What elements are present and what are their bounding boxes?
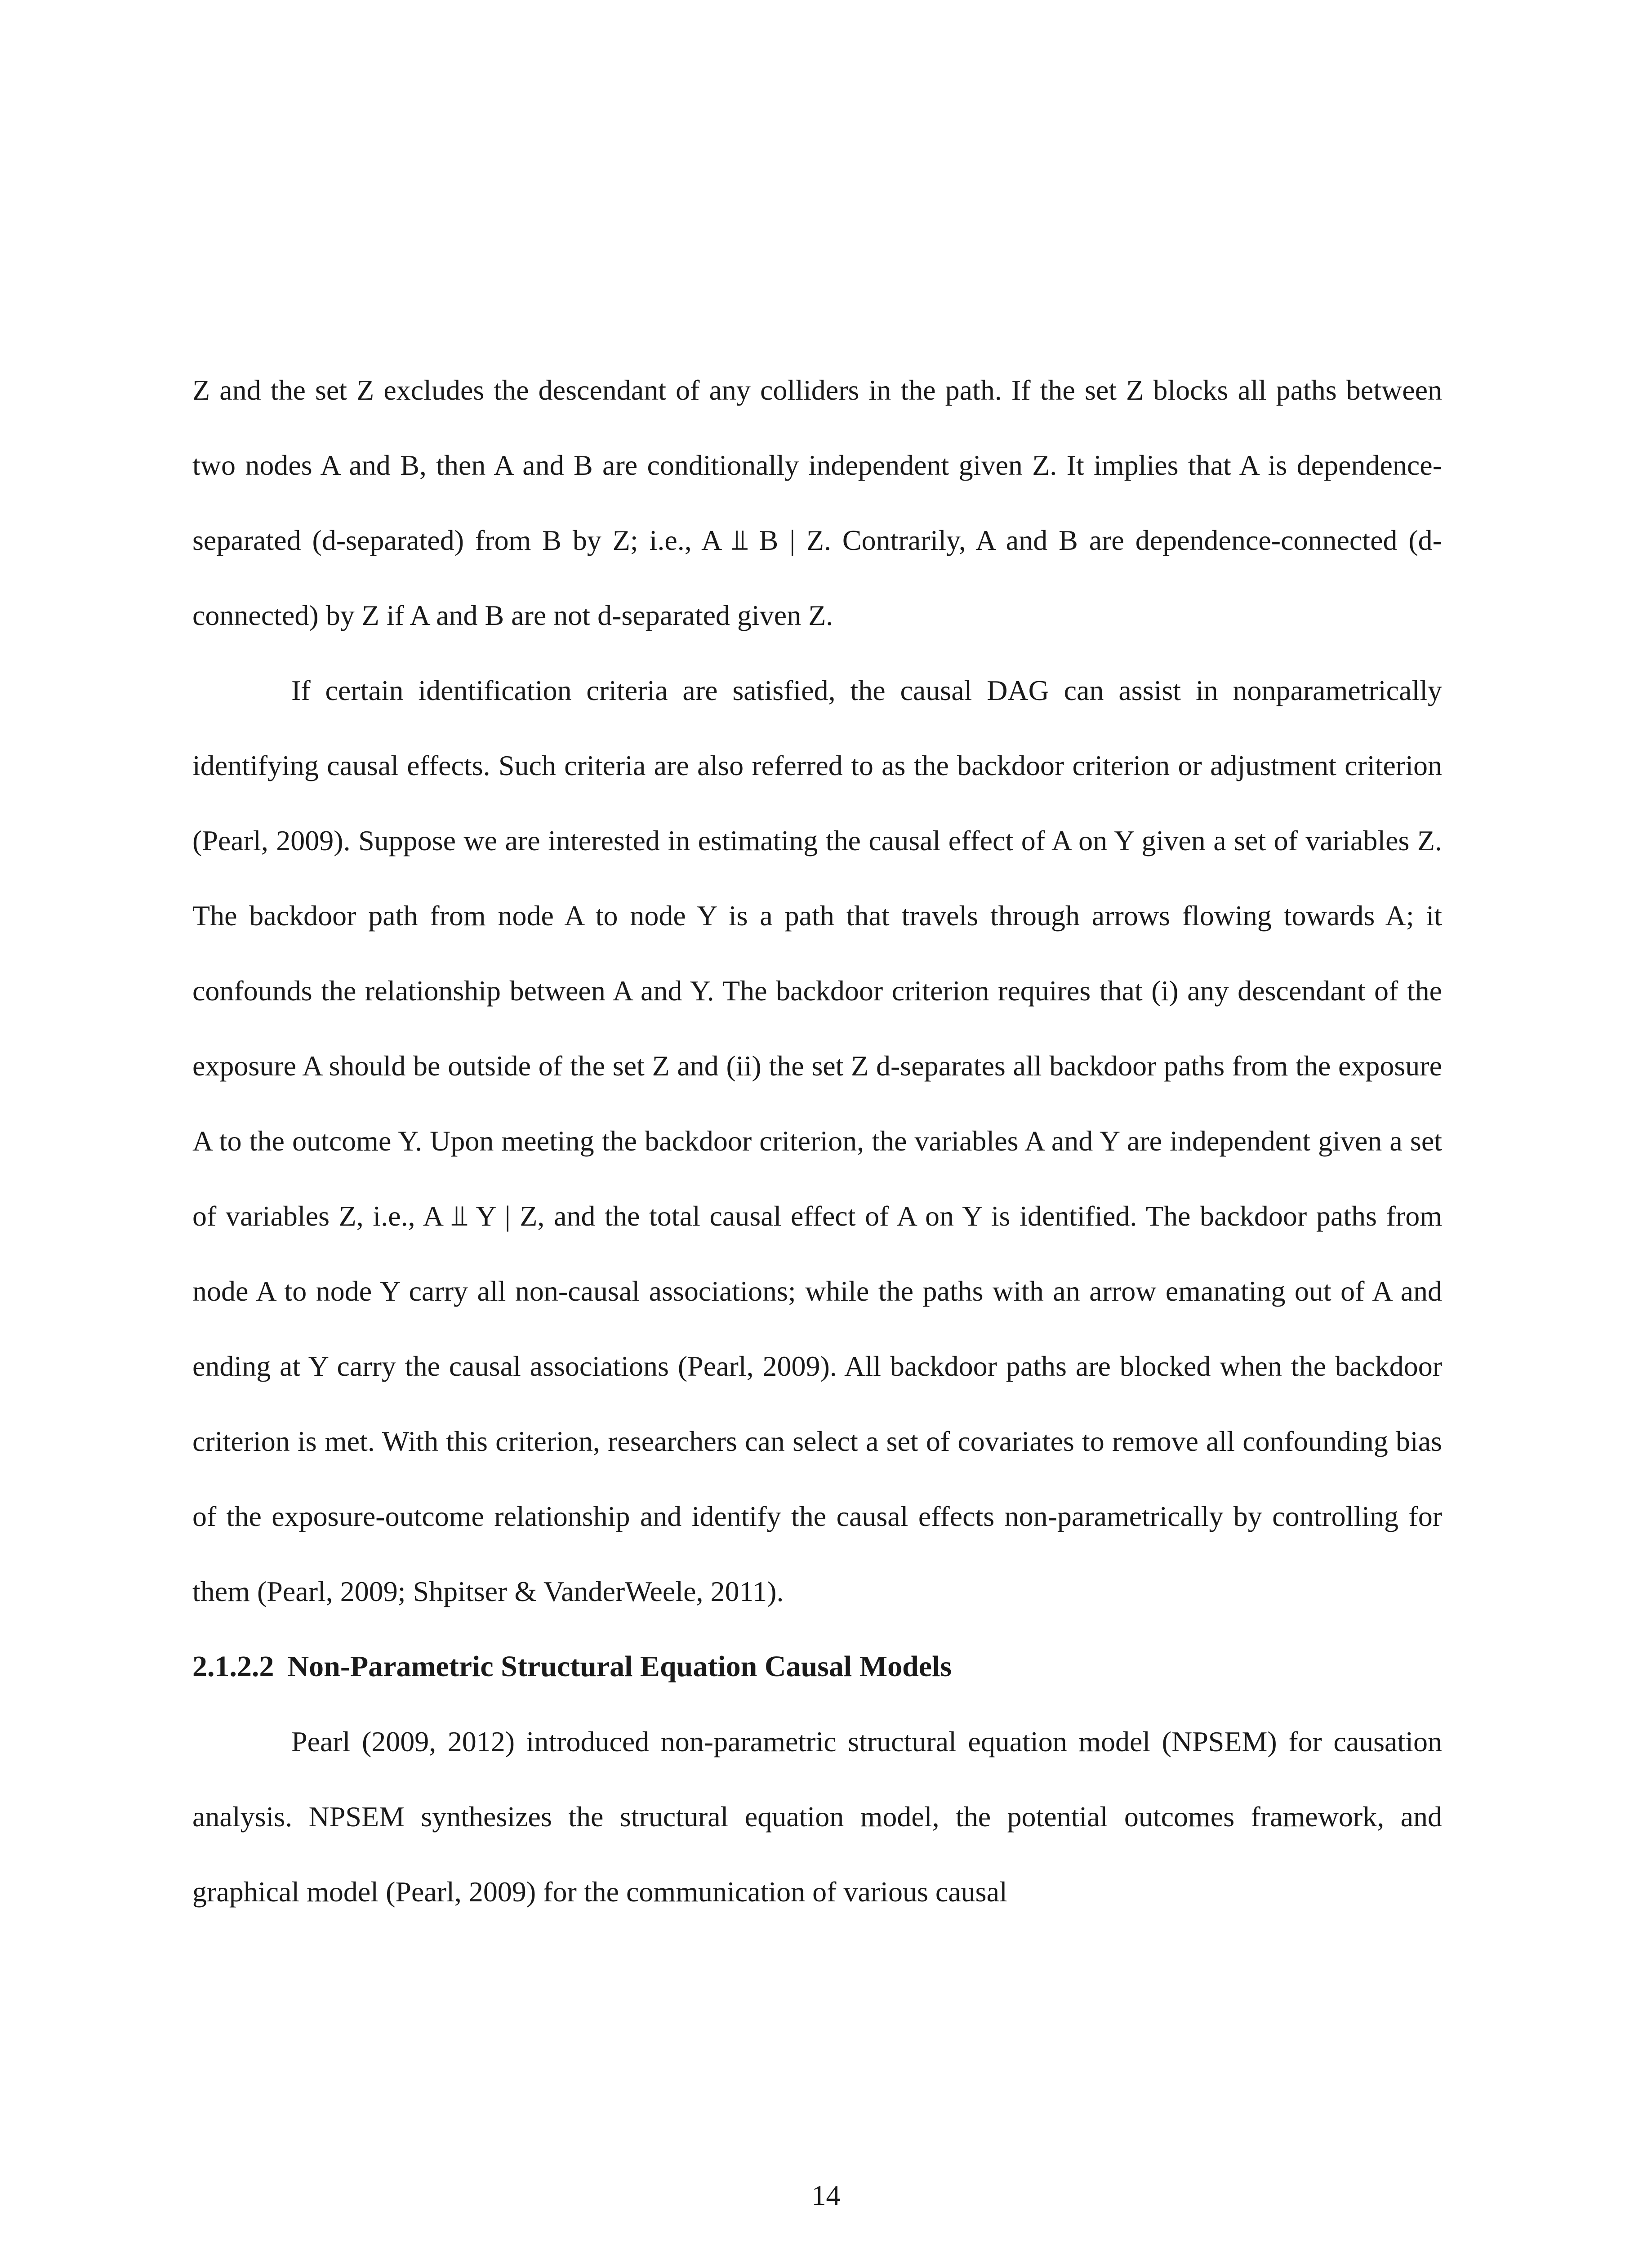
paragraph-backdoor-criterion: If certain identification criteria are satisfied, the causal DAG can assist in nonparametrically identifying causal effects. Such criteria are also referred to as the backdoor criterion or adjustment criterion (Pearl, 2009). Suppose we are interested in estimating the causal effect of A on Y given a set of variables Z. The backdoor path from node A to node Y is a path that travels through arrows flowing towards A; it confounds the relationship between A and Y. The backdoor criterion requires that (i) any descendant of the exposure A should be outside of the set Z and (ii) the set Z d-separates all backdoor paths from the exposure A to the outcome Y. Upon meeting the backdoor criterion, the variables A and Y are independent given a set of variables Z, i.e., A ⫫ Y | Z, and the total causal effect of A on Y is identified. The backdoor paths from node A to node Y carry all non-causal associations; while the paths with an arrow emanating out of A and ending at Y carry the causal associations (Pearl, 2009). All backdoor paths are blocked when the backdoor criterion is met. With this criterion, researchers can select a set of covariates to remove all confounding bias of the exposure-outcome relationship and identify the causal effects non-parametrically by controlling for them (Pearl, 2009; Shpitser & VanderWeele, 2011). [192, 674, 1442, 1607]
page-number: 14 [811, 2179, 841, 2211]
body-text [192, 352, 1442, 1929]
section-number: 2.1.2.2 [192, 1650, 274, 1683]
section-title: Non-Parametric Structural Equation Causal Models [287, 1650, 952, 1683]
paragraph-npsem: Pearl (2009, 2012) introduced non-parametric structural equation model (NPSEM) for causation analysis. NPSEM synthesizes the structural equation model, the potential outcomes framework, and graphical model (Pearl, 2009) for the communication of various causal [192, 1726, 1442, 1908]
paragraph-d-separation: Z and the set Z excludes the descendant of any colliders in the path. If the set Z blocks all paths between two nodes A and B, then A and B are conditionally independent given Z. It implies that A is dependence-separated (d-separated) from B by Z; i.e., A ⫫ B | Z. Contrarily, A and B are dependence-connected (d-connected) by Z if A and B are not d-separated given Z. [192, 374, 1442, 631]
section-heading [192, 1629, 1442, 1704]
